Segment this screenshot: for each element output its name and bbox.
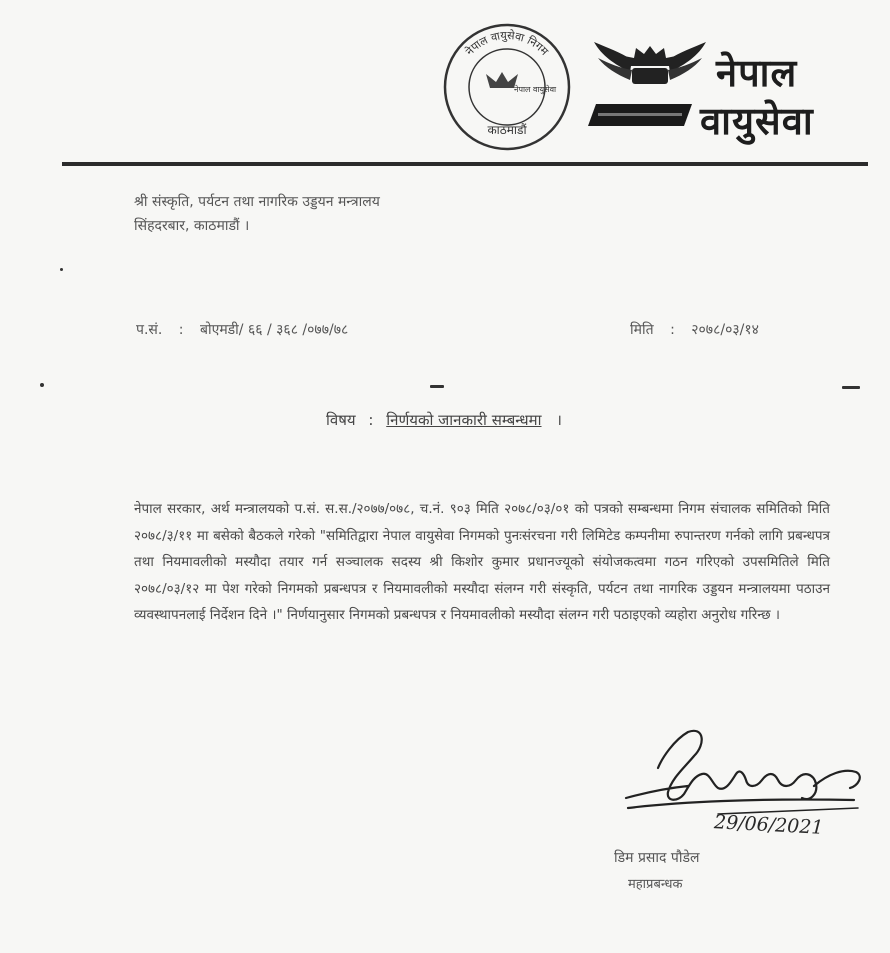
subject-end: । bbox=[556, 411, 562, 429]
seal-ring-text: नेपाल वायुसेवा निगम bbox=[463, 28, 551, 58]
date-separator: : bbox=[670, 322, 675, 338]
scan-speck bbox=[60, 268, 63, 271]
scan-speck bbox=[40, 383, 44, 387]
winged-emblem-icon bbox=[594, 38, 706, 94]
logo-stripe-icon bbox=[588, 104, 692, 126]
date-value: २०७८/०३/१४ bbox=[691, 322, 759, 338]
date-label: मिति bbox=[630, 322, 654, 338]
airline-logo bbox=[588, 38, 858, 143]
seal-center-text: नेपाल वायुसेवा bbox=[514, 85, 557, 94]
seal-bottom-text: काठमाडौं bbox=[487, 123, 527, 137]
subject-line bbox=[326, 410, 562, 430]
reference-value: बोएमडी/ ६६ / ३६८ /०७७/७८ bbox=[199, 322, 349, 338]
signature-date: 29/06/2021 bbox=[713, 811, 825, 839]
subject-separator: : bbox=[368, 411, 374, 429]
reference-label: प.सं. bbox=[136, 322, 163, 338]
letter-body: नेपाल सरकार, अर्थ मन्त्रालयको प.सं. स.स./२०७७/०७८, च.नं. ९०३ मिति २०७८/०३/०१ को पत्रको सम्बन्धमा निगम संचालक समितिको मिति २०७८/३/११ मा बसेको बैठकले गरेको "समितिद्वारा नेपाल वायुसेवा निगमको पुनःसंरचना गरी लिमिटेड कम्पनीमा रुपान्तरण गर्नको लागि प्रबन्धपत्र तथा नियमावलीको मस्यौदा तयार गर्न सञ्चालक सदस्य श्री किशोर कुमार प्रधानज्यूको संयोजकत्वमा गठन गरिएको उपसमितिले मिति २०७८/०३/१२ मा पेश गरेको निगमको प्रबन्धपत्र र नियमावलीको मस्यौदा संलग्न गरी संस्कृति, पर्यटन तथा नागरिक उड्डयन मन्त्रालयमा पठाउन व्यवस्थापनलाई निर्देशन दिने ।" निर्णयानुसार निगमको प्रबन्धपत्र र नियमावलीको मस्यौदा संलग्न गरी पठाइएको व्यहोरा अनुरोध गरिन्छ । bbox=[134, 501, 830, 624]
reference-separator: : bbox=[178, 322, 184, 338]
header-divider bbox=[62, 162, 868, 166]
logo-name-line2: वायुसेवा bbox=[700, 99, 814, 143]
logo-name-line1: नेपाल bbox=[716, 51, 798, 95]
subject-value: निर्णयको जानकारी सम्बन्धमा bbox=[386, 411, 542, 429]
addressee-line1: श्री संस्कृति, पर्यटन तथा नागरिक उड्डयन मन्त्रालय bbox=[134, 194, 380, 210]
organization-seal bbox=[442, 22, 572, 152]
subject-label: विषय bbox=[326, 411, 356, 429]
letter-date bbox=[630, 320, 759, 339]
addressee-line2: सिंहदरबार, काठमाडौं । bbox=[134, 218, 250, 234]
signer-name: डिम प्रसाद पौडेल bbox=[614, 850, 700, 866]
scan-speck bbox=[430, 385, 444, 388]
scan-speck bbox=[842, 386, 860, 389]
handwritten-signature bbox=[618, 728, 868, 858]
signer-designation: महाप्रबन्धक bbox=[628, 877, 683, 892]
reference-number bbox=[136, 320, 348, 339]
